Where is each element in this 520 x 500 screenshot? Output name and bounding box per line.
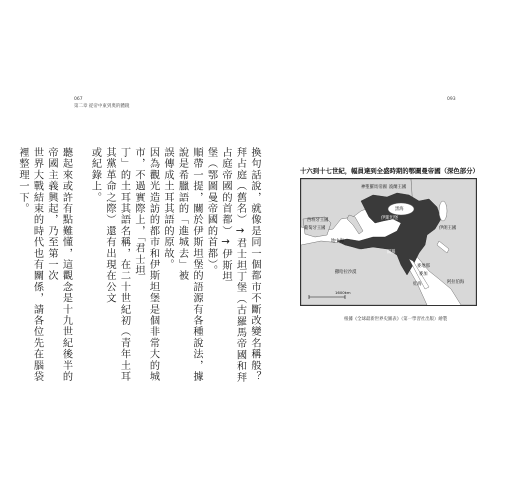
text-column: 誤傳成土耳其語的原故。 — [162, 147, 173, 271]
text-column: 拜占庭（舊名）→君士坦丁堡（古羅馬帝國和拜占庭帝國的首都）→伊斯坦 — [220, 147, 246, 383]
chapter-heading: 第二章 從帝中東到奧的體鏡 — [74, 104, 130, 109]
text-column: 堡（鄂圖曼帝國的首都）。 — [205, 147, 217, 277]
map-label-istanbul: 伊斯坦堡 — [381, 216, 399, 221]
text-column: 丁」的土耳其語名稱，在二十世紀初（青年土耳其黨革命之際）還有出現在公文 — [104, 147, 130, 383]
map-label-poland: 波蘭王國 — [389, 185, 407, 190]
left-page-number: 067 — [74, 97, 83, 102]
text-column: 聽起來或許有點難懂，這觀念是十九世紀後半的帝國主義興起，乃至第一次 — [46, 147, 72, 383]
map-label-safavid: 伊朗王國 — [439, 226, 457, 231]
text-column: 換句話說，就像是同一個都市不斷改變名稱般？ — [249, 147, 260, 383]
map-label-black-sea: 黑海 — [395, 207, 404, 212]
map-graphic — [301, 179, 476, 305]
text-column: 或紀錄上。 — [89, 147, 101, 203]
body-text-columns — [15, 147, 262, 392]
text-column: 世界大戰結束的時代也有關係，請各位先在腦袋裡整理一下。 — [17, 147, 43, 383]
map-label-arabian-sea: 阿拉伯海 — [447, 280, 465, 285]
map-label-portugal: 葡萄牙王國 — [304, 226, 326, 231]
ottoman-empire-map — [300, 178, 477, 306]
map-caption: 根據《全球最新世界史圖表》（第一學習社出版）繪製 — [344, 317, 448, 322]
map-label-medina: 麥地那 — [417, 264, 430, 269]
text-column: 因為觀光造訪的都市和伊斯坦堡是個非常大的城市，不過實際上，「君士坦 — [133, 147, 159, 383]
map-title: 十六到十七世紀，幅員達到全盛時期的鄂圖曼帝國（深色部分） — [300, 167, 479, 175]
map-label-spain: 西班牙王國 — [307, 218, 329, 223]
map-label-austria: 神聖羅馬帝國 — [361, 185, 387, 190]
map-label-mecca: 麥加 — [419, 272, 428, 277]
text-column: 順帶一提，關於伊斯坦堡的語源有各種說法，據說是希臘語的「進城去」被 — [176, 147, 202, 383]
right-page-number: 093 — [447, 97, 456, 102]
map-label-red-sea: 紅海 — [413, 282, 422, 287]
scale-label: 1600km — [335, 290, 351, 295]
map-label-mediterranean: 地中海 — [331, 239, 344, 244]
map-label-cairo: 開羅 — [387, 250, 396, 255]
map-label-sahara: 撒哈拉沙漠 — [335, 270, 357, 275]
caspian-sea — [439, 201, 447, 221]
